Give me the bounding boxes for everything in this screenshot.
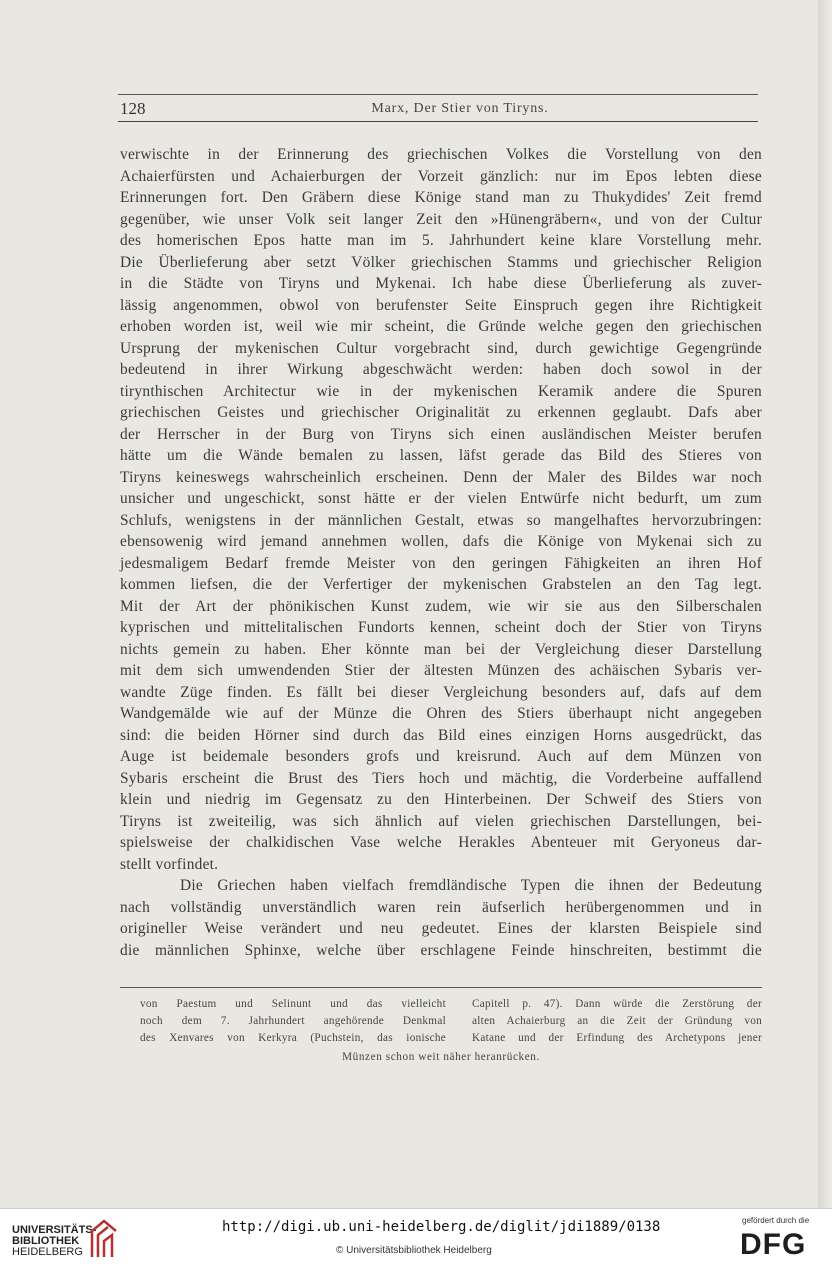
header-rule-top	[118, 94, 758, 95]
body-text	[120, 144, 762, 961]
body-line: Mit der Art der phönikischen Kunst zudem, wie wir sie aus den Silberschalen	[120, 597, 762, 615]
body-line: mit dem sich umwendenden Stier der ältesten Münzen des achäischen Sybaris ver-	[120, 662, 762, 679]
body-line: griechischen Geistes und griechischer Originalität zu erkennen geglaubt. Dafs aber	[120, 404, 762, 421]
footnote-last-line: Münzen schon weit näher heranrücken.	[342, 1051, 540, 1063]
page-edge	[818, 0, 832, 1208]
copyright-notice: © Universitätsbibliothek Heidelberg	[336, 1245, 492, 1256]
viewer-footer	[0, 1208, 832, 1266]
body-line: der Herrscher in der Burg von Tiryns sich einen ausländischen Meister berufen	[120, 425, 762, 443]
running-title: Marx, Der Stier von Tiryns.	[371, 101, 549, 116]
body-line: stellt vorfindet.	[120, 855, 219, 873]
funding-note: gefördert durch die	[742, 1216, 810, 1225]
body-line: Achaierfürsten und Achaierburgen der Vorzeit gänzlich: nur im Epos lebten diese	[120, 167, 762, 185]
body-line: jedesmaligem Bedarf fremde Meister von den geringen Fähigkeiten an ihren Hof	[120, 554, 762, 572]
footnote-column-right	[472, 996, 762, 1047]
library-name-line: UNIVERSITÄTS-	[12, 1224, 97, 1236]
body-line: Ursprung der mykenischen Cultur vorgebracht sind, durch gewichtige Gegengründe	[120, 339, 762, 357]
page-number: 128	[120, 99, 146, 118]
library-name-line: BIBLIOTHEK	[12, 1235, 80, 1247]
body-line: Die Griechen haben vielfach fremdländische Typen die ihnen der Bedeutung	[180, 877, 762, 894]
body-line: des homerischen Epos hatte man im 5. Jahrhundert keine klare Vorstellung mehr.	[120, 232, 762, 249]
body-line: ebensowenig wird jemand annehmen wollen, dafs die Könige von Mykenai sich zu	[120, 533, 762, 550]
body-line: origineller Weise verändert und neu gedeutet. Eines der klarsten Beispiele sind	[120, 920, 762, 937]
footnote-line: Katane und der Erfindung des Archetypons jener	[472, 1032, 762, 1044]
body-line: klein und niedrig im Gegensatz zu den Hinterbeinen. Der Schweif des Stiers von	[120, 791, 762, 808]
footnote-column-left	[140, 996, 446, 1047]
library-logo-icon	[88, 1217, 118, 1259]
body-line: Schlufs, wenigstens in der männlichen Gestalt, etwas so mangelhaftes hervorzubringen:	[120, 511, 762, 529]
footnote-line: von Paestum und Selinunt und das vielleicht	[140, 998, 446, 1010]
header-rule-bottom	[118, 121, 758, 122]
body-line: erhoben worden ist, weil wie mir scheint, die Gründe welche gegen den griechischen	[120, 318, 762, 335]
body-line: verwischte in der Erinnerung des griechischen Volkes die Vorstellung von den	[120, 146, 762, 163]
dfg-logo: DFG	[740, 1228, 807, 1261]
body-line: wandte Züge finden. Es fällt bei dieser Vergleichung besonders auf, dafs auf dem	[120, 683, 762, 701]
footnote-line: noch dem 7. Jahrhundert angehörende Denkmal	[140, 1015, 446, 1027]
body-line: lässig angenommen, obwol von berufenster Seite Einspruch gegen ihre Richtigkeit	[120, 296, 762, 314]
body-line: in die Städte von Tiryns und Mykenai. Ich habe diese Überlieferung als zuver-	[120, 275, 762, 292]
body-line: Erinnerungen fort. Den Gräbern diese Könige stand man zu Thukydides' Zeit fremd	[120, 189, 762, 206]
footnote-line: des Xenvares von Kerkyra (Puchstein, das ionische	[140, 1032, 446, 1044]
body-line: Wandgemälde wie auf der Münze die Ohren des Stiers überhaupt nicht angegeben	[120, 705, 762, 722]
body-line: hätte um die Wände bemalen zu lassen, läfst gerade das Bild des Stieres von	[120, 447, 762, 464]
library-name-line: HEIDELBERG	[12, 1246, 83, 1258]
footnote-rule	[120, 987, 762, 988]
body-line: gegenüber, wie unser Volk seit langer Zeit den »Hünengräbern«, und von der Cultur	[120, 210, 762, 228]
body-line: bedeutend in ihrer Wirkung abgeschwächt werden: haben doch sowol in der	[120, 361, 762, 378]
body-line: nichts gemein zu haben. Eher könnte man bei der Vergleichung dieser Darstellung	[120, 640, 762, 658]
body-line: Sybaris erscheint die Brust des Tiers hoch und mächtig, die Vorderbeine auffallend	[120, 769, 762, 787]
library-name	[12, 1225, 96, 1258]
body-line: kyprischen und mittelitalischen Fundorts kennen, scheint doch der Stier von Tiryns	[120, 619, 762, 636]
body-line: kommen liefsen, die der Verfertiger der mykenischen Grabstelen an den Tag legt.	[120, 576, 762, 593]
body-line: nach vollständig unverständlich waren rein äufserlich herübergenommen und in	[120, 898, 762, 916]
footnote-line: alten Achaierburg an die Zeit der Gründung von	[472, 1015, 762, 1027]
body-line: Auge ist beidemale besonders grofs und kreisrund. Auch auf dem Münzen von	[120, 748, 762, 765]
body-line: unsicher und ungeschickt, sonst hätte er der vielen Entwürfe nicht bedurft, um zum	[120, 490, 762, 507]
body-line: tirynthischen Architectur wie in der mykenischen Keramik andere die Spuren	[120, 382, 762, 400]
body-line: Die Überlieferung aber setzt Völker griechischen Stamms und griechischer Religion	[120, 253, 762, 271]
permalink-url[interactable]: http://digi.ub.uni-heidelberg.de/diglit/jdi1889/0138	[222, 1219, 661, 1235]
body-line: spielsweise der chalkidischen Vase welche Herakles Abenteuer mit Geryoneus dar-	[120, 834, 762, 851]
footnote-line: Capitell p. 47). Dann würde die Zerstörung der	[472, 998, 762, 1010]
body-line: Tiryns keineswegs wahrscheinlich erscheinen. Denn der Maler des Bildes war noch	[120, 468, 762, 486]
body-line: Tiryns ist zweiteilig, was sich ähnlich auf vielen griechischen Darstellungen, bei-	[120, 812, 762, 830]
body-line: sind: die beiden Hörner sind durch das Bild eines einzigen Horns ausgedrückt, das	[120, 726, 762, 744]
body-line: die männlichen Sphinxe, welche über erschlagene Feinde hinschreiten, bestimmt die	[120, 941, 762, 959]
